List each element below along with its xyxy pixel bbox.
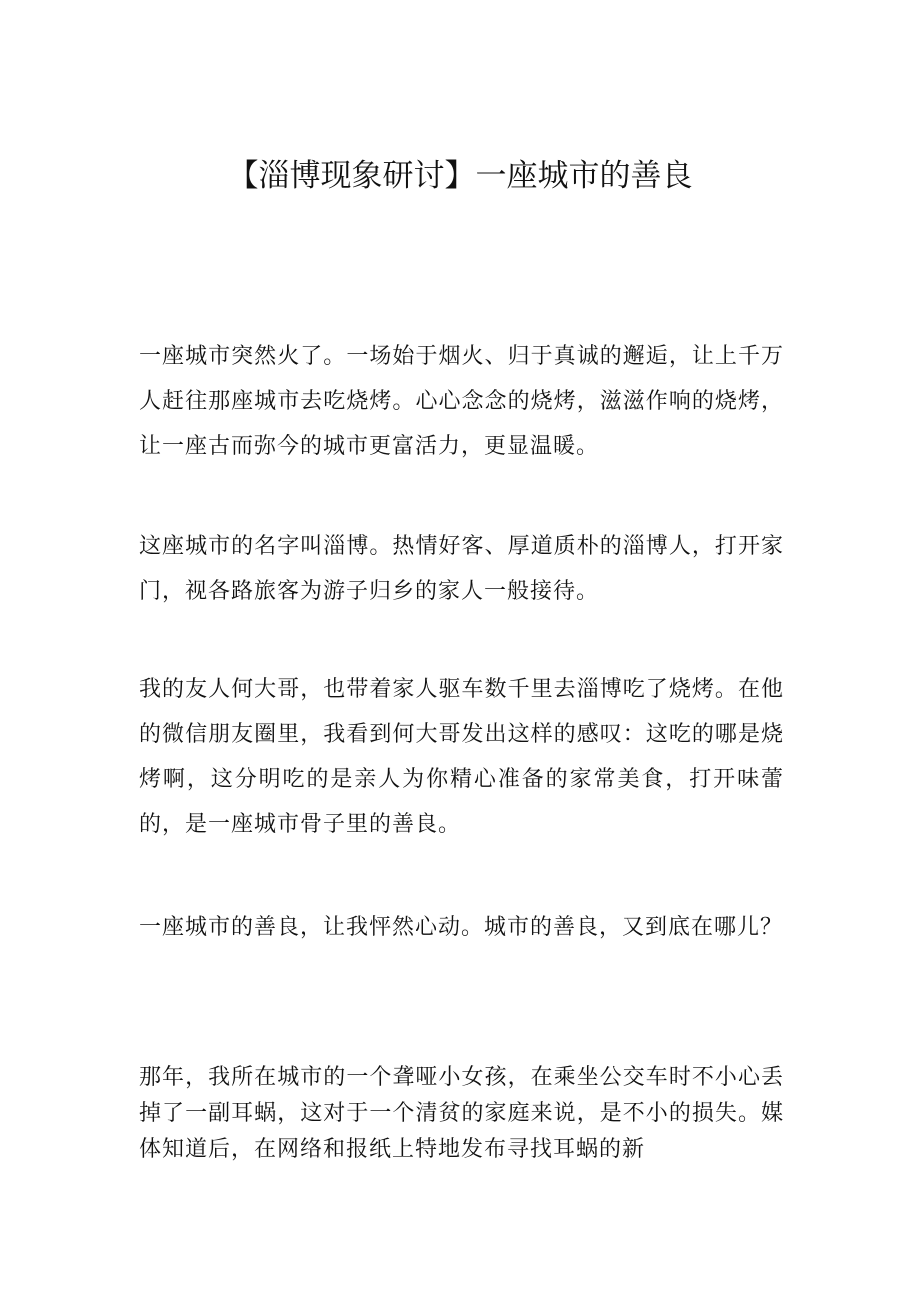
- paragraph-3: 我的友人何大哥，也带着家人驱车数千里去淄博吃了烧烤。在他的微信朋友圈里，我看到何大哥发出这样的感叹：这吃的哪是烧烤啊，这分明吃的是亲人为你精心准备的家常美食，打开味蕾的，是一座城市骨子里的善良。: [139, 677, 784, 837]
- paragraph-1: 一座城市突然火了。一场始于烟火、归于真诚的邂逅，让上千万人赶往那座城市去吃烧烤。心心念念的烧烤，滋滋作响的烧烤，让一座古而弥今的城市更富活力，更显温暖。: [139, 344, 784, 459]
- paragraph-4: 一座城市的善良，让我怦然心动。城市的善良，又到底在哪儿？: [139, 915, 784, 940]
- paragraph-2: 这座城市的名字叫淄博。热情好客、厚道质朴的淄博人，打开家门，视各路旅客为游子归乡的家人一般接待。: [139, 534, 784, 604]
- paragraph-5: 那年，我所在城市的一个聋哑小女孩，在乘坐公交车时不小心丢掉了一副耳蜗，这对于一个清贫的家庭来说，是不小的损失。媒体知道后，在网络和报纸上特地发布寻找耳蜗的新: [139, 1065, 784, 1162]
- document-title: 【淄博现象研讨】一座城市的善良: [227, 158, 693, 194]
